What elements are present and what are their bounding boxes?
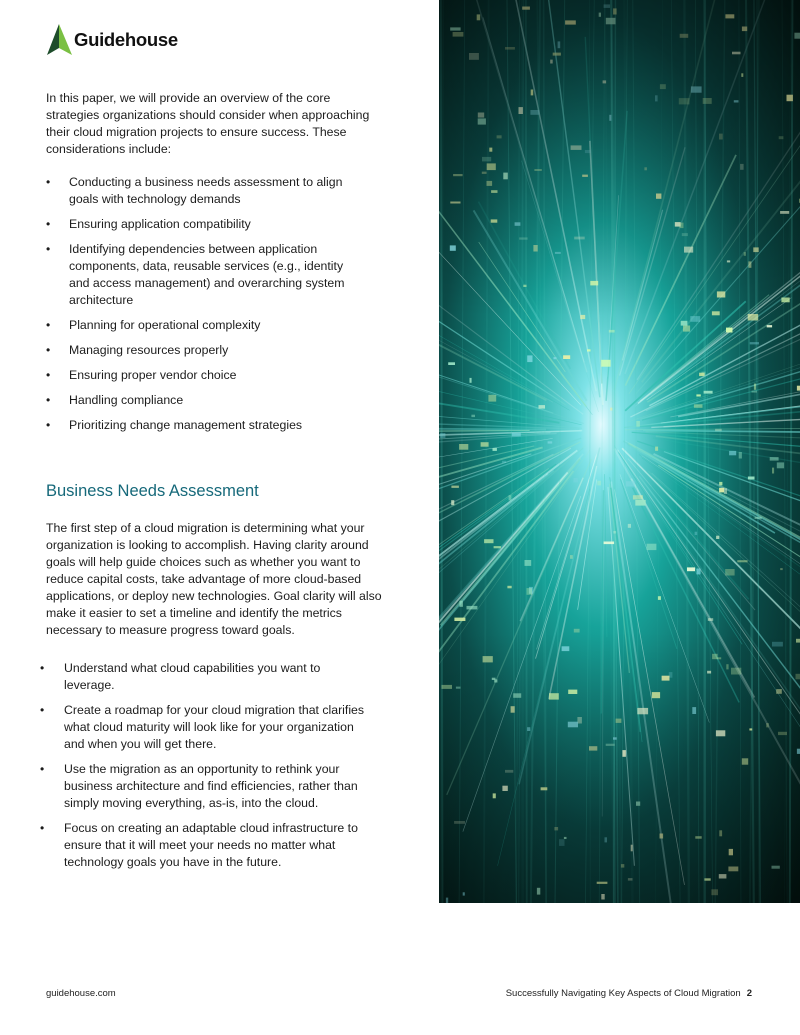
- list-item-text: Use the migration as an opportunity to rethink your business architecture and find efficiencies, rather than simply moving everything, as-is, into the cloud.: [64, 762, 358, 810]
- guidehouse-logo: [46, 24, 178, 56]
- list-item-text: Identifying dependencies between application components, data, reusable services (e.g., identity and access management) and overarching system architecture: [69, 242, 345, 307]
- intro-block: [46, 90, 386, 158]
- list-item: [40, 702, 370, 753]
- list-item-text: Create a roadmap for your cloud migration that clarifies what cloud maturity will look like for your organization and when you will get there.: [64, 703, 365, 751]
- bullet-marker: •: [40, 821, 45, 835]
- list-item: [46, 367, 366, 384]
- list-item: [46, 392, 366, 409]
- considerations-list: [46, 174, 366, 442]
- bullet-marker: •: [46, 217, 51, 231]
- bullet-marker: •: [46, 393, 51, 407]
- list-item: [46, 241, 366, 309]
- list-item-text: Ensuring proper vendor choice: [69, 368, 237, 382]
- list-item: [40, 761, 370, 812]
- bullet-marker: •: [40, 762, 45, 776]
- bullet-marker: •: [46, 242, 51, 256]
- section-heading: Business Needs Assessment: [46, 482, 259, 500]
- list-item-text: Handling compliance: [69, 393, 184, 407]
- footer-doc-title: Successfully Navigating Key Aspects of Cloud Migration: [505, 988, 741, 999]
- list-item: [46, 317, 366, 334]
- guidehouse-arrow-icon: [46, 24, 72, 56]
- list-item: [46, 216, 366, 233]
- bullet-marker: •: [46, 368, 51, 382]
- list-item-text: Managing resources properly: [69, 343, 229, 357]
- bullet-marker: •: [40, 661, 45, 675]
- list-item: [46, 174, 366, 208]
- assessment-bullets-list: [40, 660, 370, 879]
- bullet-marker: •: [46, 418, 51, 432]
- intro-paragraph: In this paper, we will provide an overview of the core strategies organizations should consider when approaching their cloud migration projects to ensure success. These considerations include:: [46, 91, 370, 156]
- page-number: 2: [746, 988, 752, 999]
- list-item-text: Conducting a business needs assessment to align goals with technology demands: [69, 175, 343, 206]
- list-item-text: Ensuring application compatibility: [69, 217, 251, 231]
- section-body-block: [46, 520, 382, 639]
- list-item-text: Focus on creating an adaptable cloud infrastructure to ensure that it will meet your needs no matter what technology goals you have in the future.: [64, 821, 358, 869]
- section-paragraph: The first step of a cloud migration is determining what your organization is looking to accomplish. Having clarity around goals will help guide choices such as whether you want to reduce capital costs, take advantage of more cloud-based applications, or deploy new technologies. Goal clarity will also make it easier to set a timeline and identify the metrics necessary to measure progress toward goals.: [46, 521, 382, 637]
- list-item: [40, 660, 370, 694]
- list-item-text: Understand what cloud capabilities you want to leverage.: [64, 661, 321, 692]
- list-item: [46, 342, 366, 359]
- list-item: [46, 417, 366, 434]
- hero-image: [439, 0, 800, 903]
- bullet-marker: •: [40, 703, 45, 717]
- list-item: [40, 820, 370, 871]
- bullet-marker: •: [46, 343, 51, 357]
- footer-right: [506, 988, 752, 999]
- bullet-marker: •: [46, 175, 51, 189]
- bullet-marker: •: [46, 318, 51, 332]
- brand-name: Guidehouse: [74, 29, 178, 50]
- list-item-text: Prioritizing change management strategies: [69, 418, 303, 432]
- footer-website: guidehouse.com: [46, 988, 116, 999]
- list-item-text: Planning for operational complexity: [69, 318, 261, 332]
- data-streams-illustration: [439, 0, 800, 903]
